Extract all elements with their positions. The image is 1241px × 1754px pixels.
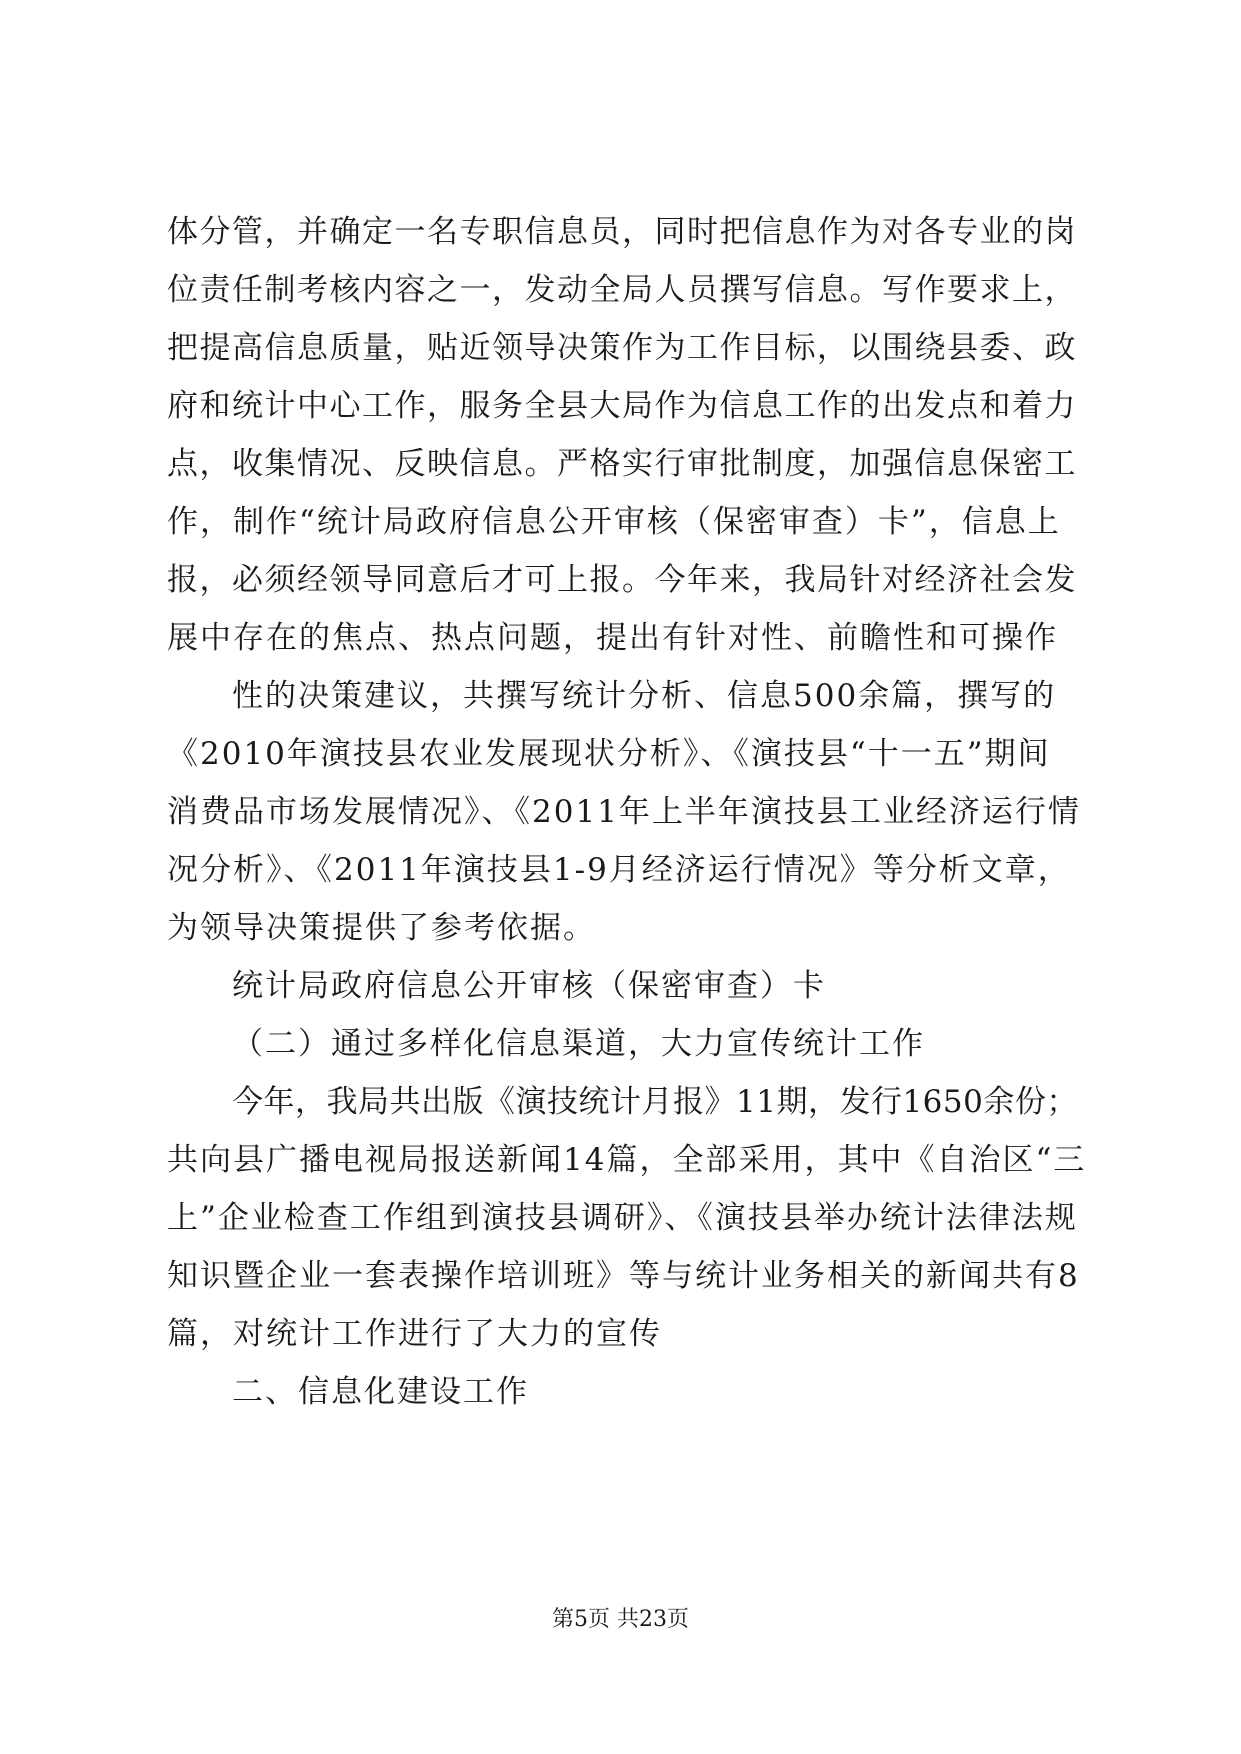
text-line: 今年，我局共出版《演技统计月报》11期，发行1650余份； — [232, 1084, 1078, 1120]
page-number: 第5页 共23页 — [552, 1607, 689, 1632]
section-heading: 二、信息化建设工作 — [232, 1374, 529, 1410]
text-line: 为领导决策提供了参考依据。 — [167, 910, 596, 946]
text-line: 府和统计中心工作，服务全县大局作为信息工作的出发点和着力 — [167, 388, 1077, 424]
text-line: 上”企业检查工作组到演技县调研》、《演技县举办统计法律法规 — [167, 1200, 1078, 1236]
section-heading: （二）通过多样化信息渠道，大力宣传统计工作 — [232, 1026, 925, 1062]
text-line: 作，制作“统计局政府信息公开审核（保密审查）卡”，信息上 — [167, 504, 1061, 540]
text-line: 共向县广播电视局报送新闻14篇，全部采用，其中《自治区“三 — [167, 1142, 1087, 1178]
text-line: 报，必须经领导同意后才可上报。今年来，我局针对经济社会发 — [167, 562, 1077, 598]
text-line: 点，收集情况、反映信息。严格实行审批制度，加强信息保密工 — [167, 446, 1077, 482]
text-line: 性的决策建议，共撰写统计分析、信息500余篇，撰写的 — [232, 678, 1057, 714]
text-line: 体分管，并确定一名专职信息员，同时把信息作为对各专业的岗 — [167, 214, 1077, 250]
text-line: 把提高信息质量，贴近领导决策作为工作目标，以围绕县委、政 — [167, 330, 1077, 366]
text-line: 位责任制考核内容之一，发动全局人员撰写信息。写作要求上， — [167, 272, 1077, 308]
text-line: 《2010年演技县农业发展现状分析》、《演技县“十一五”期间 — [167, 736, 1051, 772]
section-caption: 统计局政府信息公开审核（保密审查）卡 — [232, 968, 826, 1004]
text-line: 知识暨企业一套表操作培训班》等与统计业务相关的新闻共有8 — [167, 1258, 1080, 1294]
text-line: 篇，对统计工作进行了大力的宣传 — [167, 1316, 662, 1352]
text-line: 况分析》、《2011年演技县1-9月经济运行情况》等分析文章， — [167, 852, 1071, 888]
text-line: 展中存在的焦点、热点问题，提出有针对性、前瞻性和可操作 — [167, 620, 1058, 656]
text-line: 消费品市场发展情况》、《2011年上半年演技县工业经济运行情 — [167, 794, 1081, 830]
